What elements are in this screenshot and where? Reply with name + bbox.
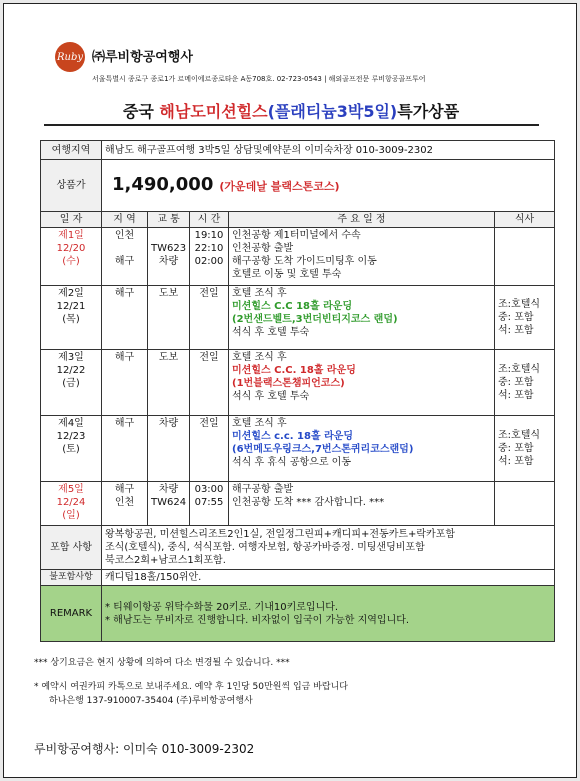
title-package: (플래티늄3박5일) — [267, 102, 398, 121]
col-header-region: 지 역 — [102, 212, 148, 228]
day-2-meal: 조:호텔식 중: 포함 석: 포함 — [495, 286, 555, 350]
day-3-date: 제3일 12/22 (금) — [41, 350, 102, 416]
day-4-golf-course: (6번메도우링크스,7번스톤퀴리코스랜덤) — [232, 444, 414, 455]
day-5-transport: 차량 TW624 — [148, 482, 190, 526]
day-1-meal — [495, 228, 555, 286]
excluded-row — [41, 570, 555, 586]
day-3-meal: 조:호텔식 중: 포함 석: 포함 — [495, 350, 555, 416]
day-row-5 — [41, 482, 555, 526]
day-4-golf: 미션힐스 c.c. 18홀 라운딩 — [232, 431, 354, 442]
remark-label: REMARK — [41, 586, 102, 642]
day-4-time: 전일 — [190, 416, 229, 482]
day-5-date: 제5일 12/24 (일) — [41, 482, 102, 526]
day-4-plan: 호텔 조식 후 미션힐스 c.c. 18홀 라운딩 (6번메도우링크스,7번스톤퀴리코스랜덤) 석식 후 휴식 공항으로 이동 — [229, 416, 495, 482]
company-name: ㈜루비항공여행사 — [92, 50, 193, 65]
day-5-time: 03:00 07:55 — [190, 482, 229, 526]
day-2-time: 전일 — [190, 286, 229, 350]
day-3-time: 전일 — [190, 350, 229, 416]
bank-account: 하나은행 137-910007-35404 (주)루비항공여행사 — [49, 696, 253, 706]
col-header-transport: 교 통 — [148, 212, 190, 228]
day-5-plan: 해구공항 출발 인천공항 도착 *** 감사합니다. *** — [229, 482, 495, 526]
col-header-date: 일 자 — [41, 212, 102, 228]
day-3-place: 해구 — [102, 350, 148, 416]
day-5-place: 해구 인천 — [102, 482, 148, 526]
flyer-page — [3, 3, 577, 778]
day-2-golf-course: (2번샌드벨트,3번더빈티지코스 랜덤) — [232, 314, 398, 325]
day-1-plan: 인천공항 제1터미널에서 수속 인천공항 출발 해구공항 도착 가이드미팅후 이동 호텔로 이동 및 호텔 투숙 — [229, 228, 495, 286]
company-address: 서울특별시 종로구 종로1가 르메이에르종로타운 A동708호. 02-723-0543 | 해외골프전문 루비항공골프투어 — [92, 75, 426, 83]
day-2-plan: 호텔 조식 후 미션힐스 C.C 18홀 라운딩 (2번샌드벨트,3번더빈티지코스 랜덤) 석식 후 호텔 투숙 — [229, 286, 495, 350]
day-2-place: 해구 — [102, 286, 148, 350]
region-value: 해남도 해구골프여행 3박5일 상담및예약문의 이미숙차장 010-3009-2302 — [102, 141, 555, 160]
title-special: 특가상품 — [397, 102, 460, 121]
day-row-3 — [41, 350, 555, 416]
booking-note: * 예약시 여권카피 카톡으로 보내주세요. 예약 후 1인당 50만원씩 입금 바랍니다 — [34, 682, 348, 692]
day-2-transport: 도보 — [148, 286, 190, 350]
title-destination: 해남도미션힐스 — [159, 102, 268, 121]
price-label: 상품가 — [41, 160, 102, 212]
company-logo: Ruby — [55, 42, 85, 72]
excluded-value: 캐디팁18홀/150위안. — [102, 570, 555, 586]
price-note: (가운데날 블랙스톤코스) — [219, 180, 340, 193]
col-header-meal: 식사 — [495, 212, 555, 228]
day-1-date: 제1일 12/20 (수) — [41, 228, 102, 286]
day-3-plan: 호텔 조식 후 미션힐스 C.C. 18홀 라운딩 (1번블랙스톤챔피언코스) 석식 후 호텔 투숙 — [229, 350, 495, 416]
day-4-place: 해구 — [102, 416, 148, 482]
day-5-meal — [495, 482, 555, 526]
title-country: 중국 — [122, 102, 160, 121]
region-label: 여행지역 — [41, 141, 102, 160]
day-4-date: 제4일 12/23 (토) — [41, 416, 102, 482]
price-value: 1,490,000 — [112, 174, 214, 195]
day-1-time: 19:10 22:10 02:00 — [190, 228, 229, 286]
day-3-golf: 미션힐스 C.C. 18홀 라운딩 — [232, 365, 356, 376]
day-2-golf: 미션힐스 C.C 18홀 라운딩 — [232, 301, 353, 312]
day-3-transport: 도보 — [148, 350, 190, 416]
footer-contact: 루비항공여행사: 이미숙 010-3009-2302 — [34, 742, 255, 756]
price-cell — [102, 160, 555, 212]
day-row-2 — [41, 286, 555, 350]
day-1-transport: TW623 차량 — [148, 228, 190, 286]
itinerary-table — [40, 140, 555, 642]
day-2-date: 제2일 12/21 (목) — [41, 286, 102, 350]
included-row — [41, 526, 555, 570]
remark-value: * 티웨이항공 위탁수화물 20키로. 기내10키로입니다. * 해남도는 무비자로 진행합니다. 비자없이 입국이 가능한 지역입니다. — [102, 586, 555, 642]
col-header-plan: 주 요 일 정 — [229, 212, 495, 228]
price-change-note: *** 상기요금은 현지 상황에 의하여 다소 변경될 수 있습니다. *** — [34, 658, 290, 668]
included-label: 포함 사항 — [41, 526, 102, 570]
day-4-meal: 조:호텔식 중: 포함 석: 포함 — [495, 416, 555, 482]
day-3-golf-course: (1번블랙스톤챔피언코스) — [232, 378, 345, 389]
header — [4, 4, 577, 84]
page-title — [4, 99, 577, 122]
day-row-4 — [41, 416, 555, 482]
excluded-label: 불포함사항 — [41, 570, 102, 586]
day-4-transport: 차량 — [148, 416, 190, 482]
remark-row — [41, 586, 555, 642]
schedule-header-row — [41, 212, 555, 228]
included-value: 왕복항공권, 미션힐스리조트2인1실, 전일정그린피+캐디피+전동카트+락카포함 조식(호텔식), 중식, 석식포함. 여행자보험, 항공카바증정. 미팅샌딩비포함 북코스2회+남코스1회포함. — [102, 526, 555, 570]
col-header-time: 시 간 — [190, 212, 229, 228]
title-divider — [44, 124, 539, 126]
day-row-1 — [41, 228, 555, 286]
day-1-place: 인천 해구 — [102, 228, 148, 286]
